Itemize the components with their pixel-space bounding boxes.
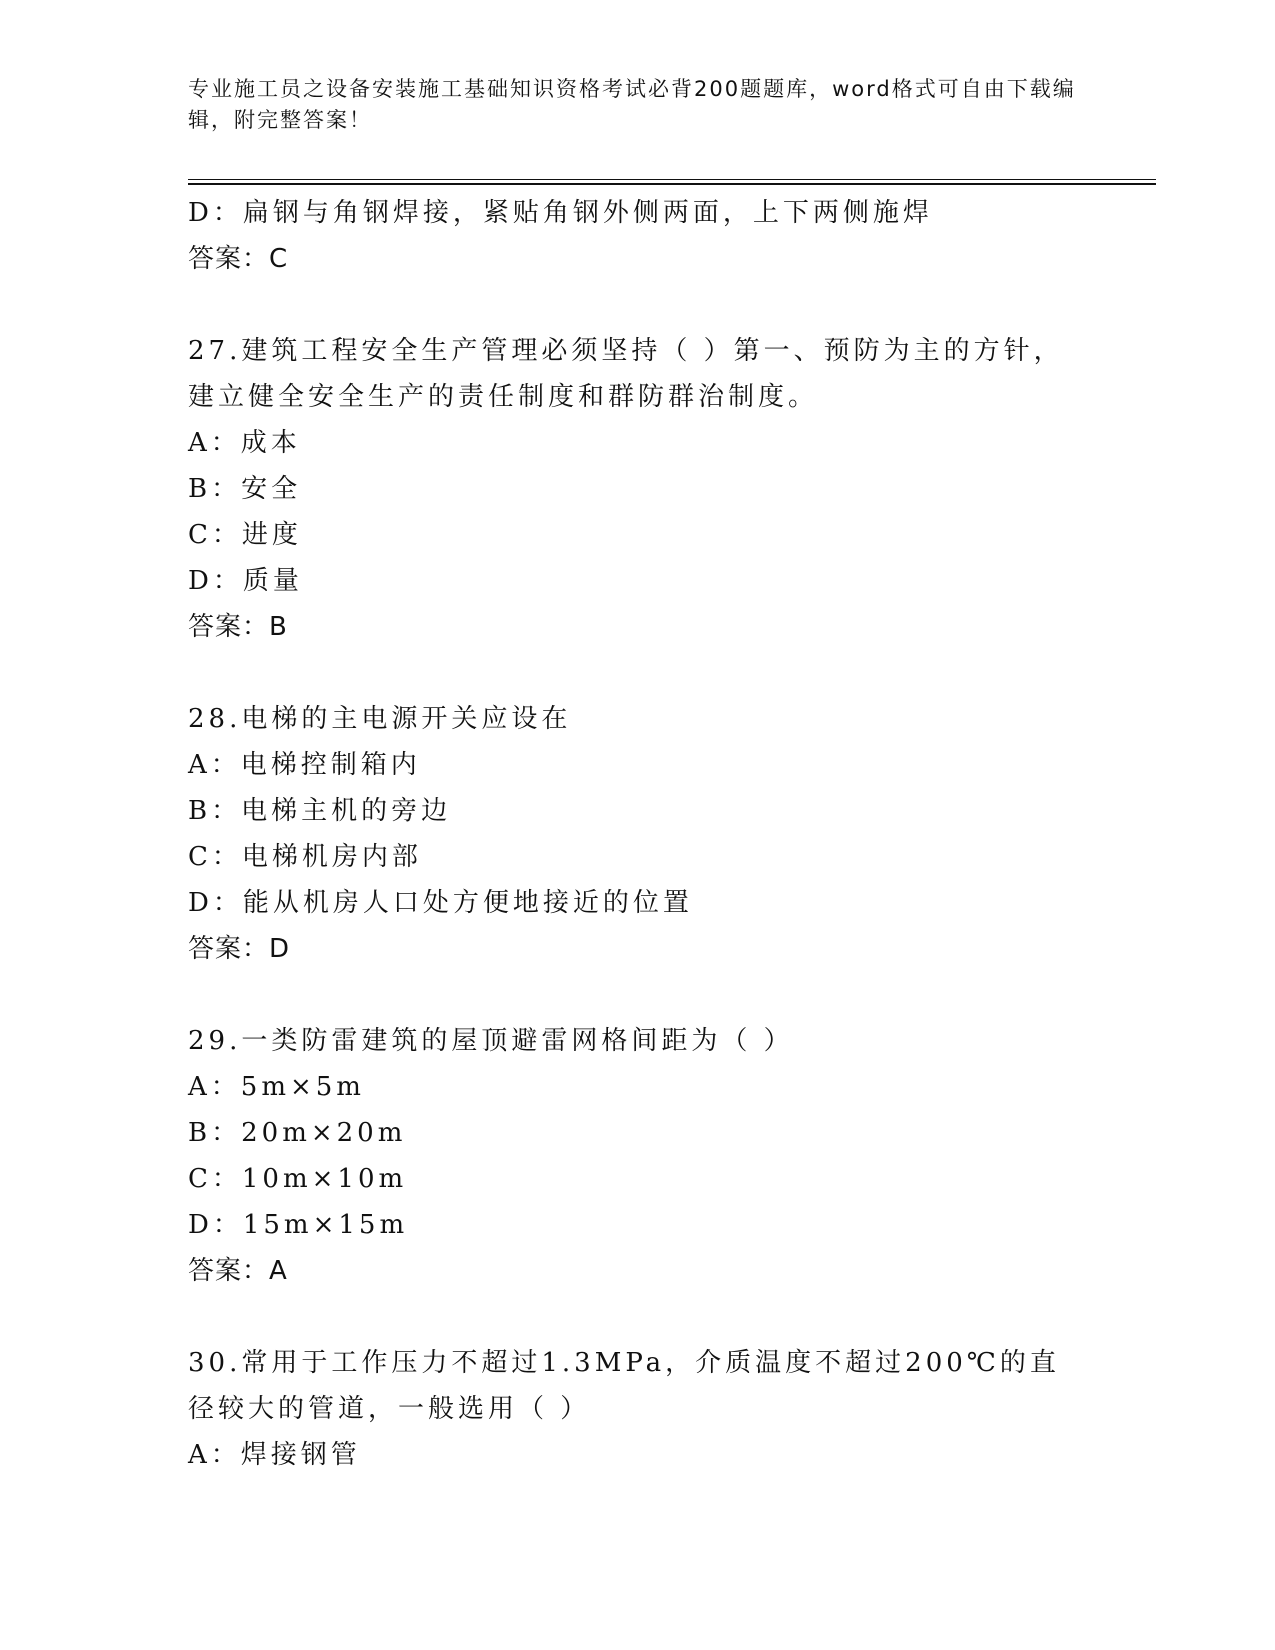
- option-d: D：能从机房人口处方便地接近的位置: [188, 888, 693, 918]
- option-b: B：20m×20m: [188, 1118, 407, 1148]
- answer: 答案：D: [188, 934, 291, 964]
- option-a: A：电梯控制箱内: [188, 750, 421, 780]
- option-c: C：进度: [188, 520, 302, 550]
- answer: 答案：B: [188, 612, 288, 642]
- option-b: B：安全: [188, 474, 302, 504]
- question-28: [188, 696, 1088, 972]
- answer: 答案：A: [188, 1256, 288, 1286]
- question-29: [188, 1018, 1088, 1294]
- question-stem: 30.常用于工作压力不超过1.3MPa，介质温度不超过200℃的直径较大的管道，一般选用（ ）: [188, 1348, 1060, 1424]
- question-30: [188, 1340, 1088, 1478]
- question-27: [188, 328, 1088, 650]
- question-list: [188, 190, 1088, 1478]
- option-c: C：电梯机房内部: [188, 842, 422, 872]
- header-title: 专业施工员之设备安装施工基础知识资格考试必背200题题库，word格式可自由下载编辑，附完整答案！: [188, 77, 1076, 132]
- spacer: [188, 650, 1088, 696]
- option-d: D：质量: [188, 566, 303, 596]
- question-stem: 28.电梯的主电源开关应设在: [188, 704, 572, 734]
- option-d: D：扁钢与角钢焊接，紧贴角钢外侧两面，上下两侧施焊: [188, 198, 933, 228]
- question-stem: 27.建筑工程安全生产管理必须坚持（ ）第一、预防为主的方针，建立健全安全生产的责任制度和群防群治制度。: [188, 336, 1064, 412]
- spacer: [188, 972, 1088, 1018]
- header-rule-thick: [188, 183, 1156, 185]
- option-a: A：5m×5m: [188, 1072, 365, 1102]
- spacer: [188, 282, 1088, 328]
- option-c: C：10m×10m: [188, 1164, 408, 1194]
- document-header: [188, 74, 1088, 136]
- answer: 答案：C: [188, 244, 289, 274]
- header-rule-thin: [188, 179, 1156, 180]
- option-d: D：15m×15m: [188, 1210, 409, 1240]
- question-stem: 29.一类防雷建筑的屋顶避雷网格间距为（ ）: [188, 1026, 794, 1056]
- option-a: A：成本: [188, 428, 301, 458]
- partial-question: [188, 190, 1088, 282]
- option-a: A：焊接钢管: [188, 1440, 361, 1470]
- option-b: B：电梯主机的旁边: [188, 796, 452, 826]
- spacer: [188, 1294, 1088, 1340]
